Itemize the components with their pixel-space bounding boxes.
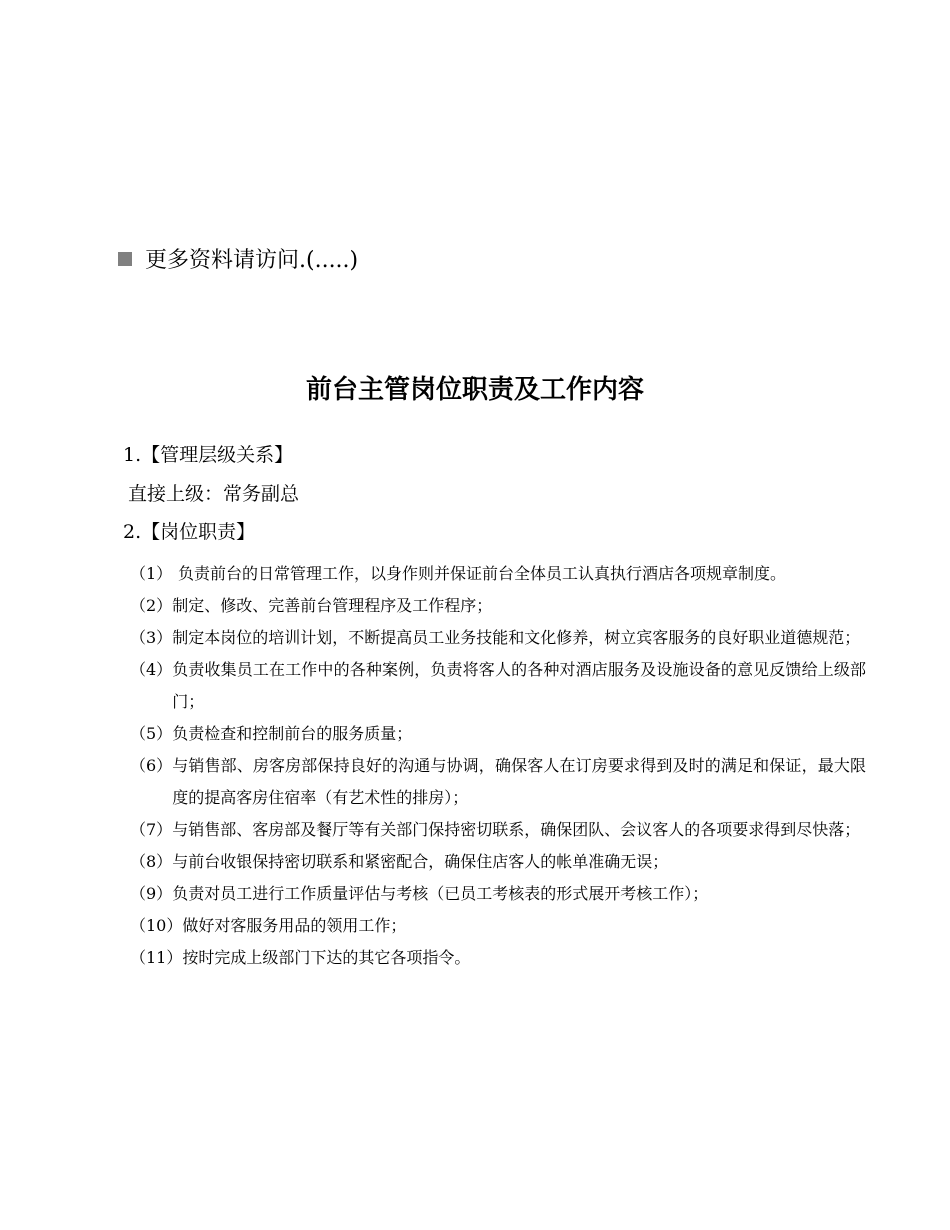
duty-text: 做好对客服务用品的领用工作； [182,916,407,935]
duty-number: （1） [130,564,173,583]
duty-number: （4） [130,660,173,679]
duty-number: （3） [130,628,173,647]
duty-list [130,558,866,974]
notice-line [118,246,358,276]
duty-text: 负责对员工进行工作质量评估与考核（已员工考核表的形式展开考核工作）； [172,884,709,903]
list-item [130,910,866,942]
duty-number: （9） [130,884,173,903]
duty-text: 制定、修改、完善前台管理程序及工作程序； [172,596,493,615]
duty-number: （11） [130,948,183,967]
duty-text: 与前台收银保持密切联系和紧密配合，确保住店客人的帐单准确无误； [172,852,669,871]
list-item [130,654,866,718]
list-item [130,878,866,910]
list-item [130,942,866,974]
duty-text: 负责收集员工在工作中的各种案例，负责将客人的各种对酒店服务及设施设备的意见反馈给上级部门； [172,660,866,711]
duty-text: 负责前台的日常管理工作，以身作则并保证前台全体员工认真执行酒店各项规章制度。 [178,564,787,583]
duty-text: 按时完成上级部门下达的其它各项指令。 [182,948,471,967]
duty-text: 与销售部、房客房部保持良好的沟通与协调，确保客人在订房要求得到及时的满足和保证，最大限度的提高客房住宿率（有艺术性的排房）； [172,756,866,807]
duty-number: （6） [130,756,173,775]
list-item [130,718,866,750]
list-item [130,814,866,846]
duty-number: （10） [130,916,183,935]
duty-number: （8） [130,852,173,871]
list-item [130,558,866,590]
list-item [130,846,866,878]
duty-number: （2） [130,596,173,615]
duty-text: 制定本岗位的培训计划，不断提高员工业务技能和文化修养，树立宾客服务的良好职业道德规范； [172,628,861,647]
direct-supervisor: 直接上级：常务副总 [128,483,300,505]
section-heading-hierarchy: 1.【管理层级关系】 [123,444,294,466]
section-heading-duties: 2.【岗位职责】 [123,521,256,543]
duty-number: （7） [130,820,173,839]
list-item [130,590,866,622]
list-item [130,622,866,654]
list-item [130,750,866,814]
duty-text: 与销售部、客房部及餐厅等有关部门保持密切联系，确保团队、会议客人的各项要求得到尽快落； [172,820,861,839]
notice-text: 更多资料请访问.(.....) [145,248,359,273]
page-title: 前台主管岗位职责及工作内容 [305,375,644,405]
duty-text: 负责检查和控制前台的服务质量； [172,724,413,743]
square-bullet-icon [118,252,132,266]
duty-number: （5） [130,724,173,743]
